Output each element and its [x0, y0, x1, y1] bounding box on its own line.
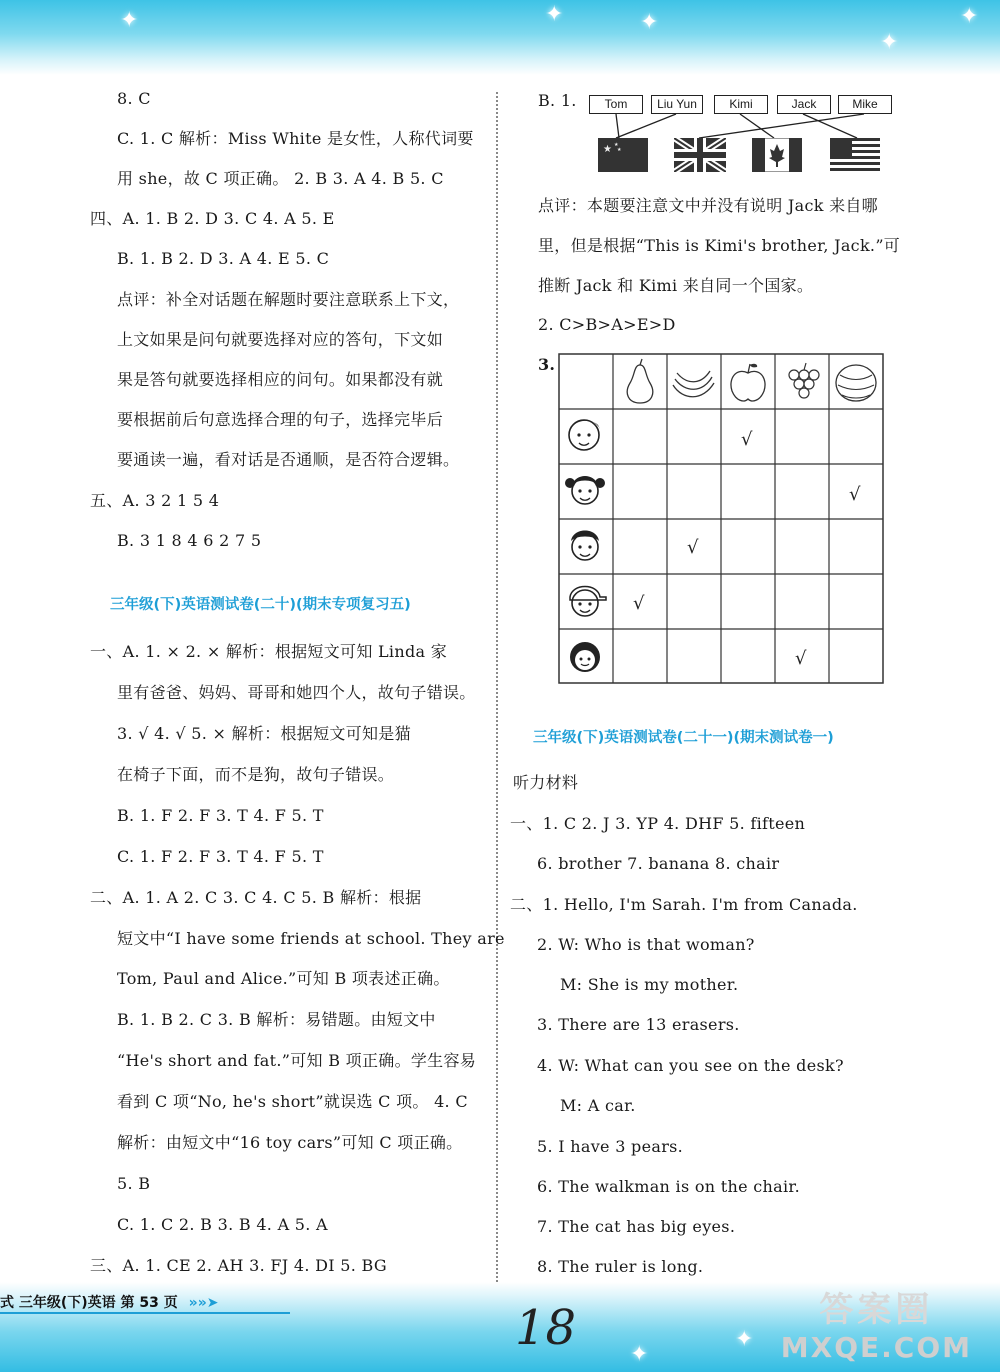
script-line: 3. There are 13 erasers.: [537, 1015, 740, 1034]
svg-text:★: ★: [603, 144, 612, 155]
sparkle-icon: ✦: [545, 2, 564, 27]
answer-label: B. 1.: [538, 91, 577, 110]
dark-hair-face-icon: [570, 642, 600, 672]
script-line: M: A car.: [560, 1096, 636, 1115]
watermark: [781, 1282, 972, 1364]
check-mark: √: [795, 648, 807, 669]
column-divider: [496, 92, 498, 1282]
watermark-logo-text: 答案圈: [819, 1290, 934, 1330]
comment-line: 要根据前后句意选择合理的句子，选择完毕后: [117, 410, 444, 429]
fruit-preference-table: [558, 353, 884, 684]
comment-line: 上文如果是问句就要选择对应的答句，下文如: [117, 330, 444, 349]
answer-line: 五、A. 3 2 1 5 4: [90, 491, 220, 510]
answer-line: 5. B: [117, 1174, 151, 1193]
answer-line: 看到 C 项“No, he's short”就误选 C 项。 4. C: [117, 1092, 468, 1111]
uk-flag-icon: [674, 138, 726, 172]
answer-line: B. 1. B 2. C 3. B 解析：易错题。由短文中: [117, 1010, 436, 1029]
comment-line: 果是答句就要选择相应的问句。如果都没有就: [117, 370, 444, 389]
name-box-liu-yun: Liu Yun: [651, 95, 703, 114]
heading-line: 听力材料: [513, 773, 579, 792]
sparkle-icon: ✦: [640, 10, 659, 35]
answer-line: 解析：由短文中“16 toy cars”可知 C 项正确。: [117, 1133, 463, 1152]
answer-line: C. 1. C 解析：Miss White 是女性，人称代词要: [117, 129, 474, 148]
check-mark: √: [687, 537, 699, 558]
top-decorative-band: [0, 0, 1000, 75]
name-box-mike: Mike: [838, 95, 892, 114]
check-mark: √: [849, 484, 861, 505]
name-box-tom: Tom: [589, 95, 643, 114]
name-box-kimi: Kimi: [714, 95, 768, 114]
canada-flag-icon: [752, 138, 802, 172]
answer-line: 2. C>B>A>E>D: [538, 315, 676, 334]
arrows-icon: »»➤: [188, 1295, 219, 1311]
check-mark: √: [633, 593, 645, 614]
answer-line: 二、A. 1. A 2. C 3. C 4. C 5. B 解析：根据: [90, 888, 422, 907]
script-line: M: She is my mother.: [560, 975, 739, 994]
sparkle-icon: ✦: [960, 4, 979, 29]
answer-line: B. 1. B 2. D 3. A 4. E 5. C: [117, 249, 330, 268]
answer-line: 四、A. 1. B 2. D 3. C 4. A 5. E: [90, 209, 335, 228]
answer-line: 短文中“I have some friends at school. They are: [117, 929, 505, 948]
usa-flag-icon: [830, 138, 880, 172]
comment-line: 点评：补全对话题在解题时要注意联系上下文，: [117, 290, 460, 309]
answer-line: Tom, Paul and Alice.”可知 B 项表述正确。: [117, 969, 450, 988]
watermark-url: MXQE.COM: [780, 1331, 972, 1364]
answer-line: C. 1. C 2. B 3. B 4. A 5. A: [117, 1215, 328, 1234]
answer-line: 里有爸爸、妈妈、哥哥和她四个人，故句子错误。: [117, 683, 476, 702]
sparkle-icon: ✦: [120, 8, 139, 33]
check-mark: √: [741, 429, 753, 450]
answer-line: B. 1. F 2. F 3. T 4. F 5. T: [117, 806, 324, 825]
page-footer: [0, 1292, 218, 1312]
script-line: 二、1. Hello, I'm Sarah. I'm from Canada.: [510, 895, 858, 914]
name-box-jack: Jack: [777, 95, 831, 114]
footer-rule: [0, 1312, 290, 1314]
sparkle-icon: ✦: [880, 30, 899, 55]
answer-line: 6. brother 7. banana 8. chair: [537, 854, 780, 873]
answer-line: 三、A. 1. CE 2. AH 3. FJ 4. DI 5. BG: [90, 1256, 387, 1275]
answer-line: 用 she，故 C 项正确。 2. B 3. A 4. B 5. C: [117, 169, 444, 188]
script-line: 5. I have 3 pears.: [537, 1137, 684, 1156]
comment-line: 点评：本题要注意文中并没有说明 Jack 来自哪: [538, 196, 878, 215]
answer-line: B. 3 1 8 4 6 2 7 5: [117, 531, 262, 550]
answer-line: “He's short and fat.”可知 B 项正确。学生容易: [117, 1051, 477, 1070]
answer-line: 一、A. 1. × 2. × 解析：根据短文可知 Linda 家: [90, 642, 448, 661]
comment-line: 推断 Jack 和 Kimi 来自同一个国家。: [538, 276, 814, 295]
script-line: 7. The cat has big eyes.: [537, 1217, 736, 1236]
sparkle-icon: ✦: [735, 1327, 754, 1352]
script-line: 8. The ruler is long.: [537, 1257, 704, 1276]
svg-text:★: ★: [617, 147, 622, 153]
matching-lines: [589, 112, 899, 140]
answer-label: 3.: [538, 355, 556, 374]
svg-text:★: ★: [614, 142, 619, 148]
answer-line: 一、1. C 2. J 3. YP 4. DHF 5. fifteen: [510, 814, 806, 833]
answer-line: 在椅子下面，而不是狗，故句子错误。: [117, 765, 395, 784]
script-line: 4. W: What can you see on the desk?: [537, 1056, 844, 1075]
script-line: 6. The walkman is on the chair.: [537, 1177, 800, 1196]
answer-line: 8. C: [117, 89, 151, 108]
sparkle-icon: ✦: [630, 1342, 649, 1367]
comment-line: 要通读一遍，看对话是否通顺，是否符合逻辑。: [117, 450, 460, 469]
china-flag-icon: [598, 138, 648, 172]
section-title: 三年级(下)英语测试卷(二十)(期末专项复习五): [110, 597, 411, 613]
handwritten-number: 18: [515, 1300, 577, 1356]
section-title: 三年级(下)英语测试卷(二十一)(期末测试卷一): [533, 730, 834, 746]
answer-line: 3. √ 4. √ 5. × 解析：根据短文可知是猫: [117, 724, 411, 743]
script-line: 2. W: Who is that woman?: [537, 935, 755, 954]
answer-line: C. 1. F 2. F 3. T 4. F 5. T: [117, 847, 324, 866]
comment-line: 里，但是根据“This is Kimi's brother, Jack.”可: [538, 236, 901, 255]
footer-text: 式 三年级(下)英语 第 53 页: [0, 1295, 178, 1311]
